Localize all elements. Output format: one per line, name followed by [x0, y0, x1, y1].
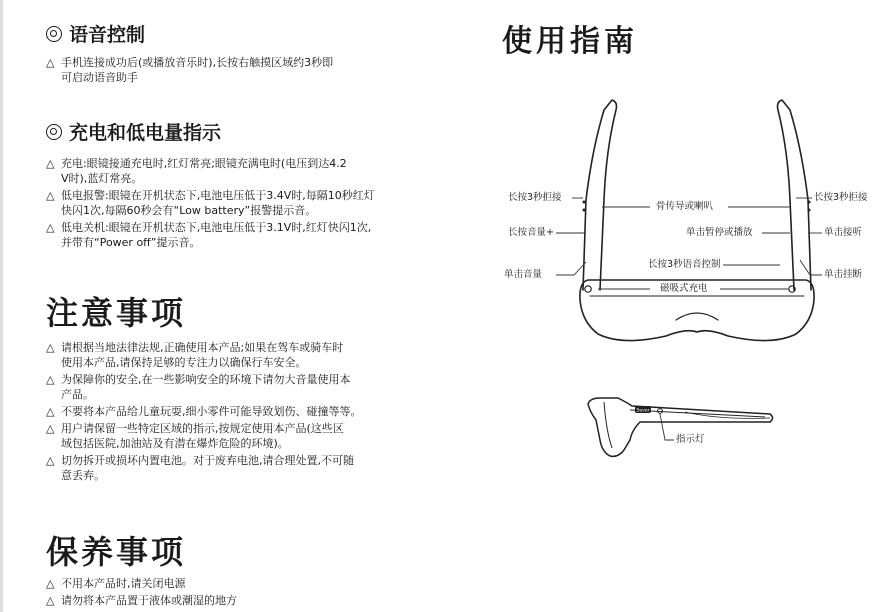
- left-temple: [583, 100, 617, 290]
- label-bone-conduction: 骨传导或喇叭: [656, 201, 714, 212]
- triangle-icon: △: [46, 577, 55, 590]
- item-text: 请根据当地法律法规,正确使用本产品;如果在驾车或骑车时 使用本产品,请保持足够的专注力以确保行车安全。: [61, 341, 344, 369]
- triangle-icon: △: [46, 454, 55, 467]
- label-voice-control: 长按3秒语音控制: [648, 259, 721, 270]
- triangle-icon: △: [46, 373, 55, 386]
- label-pause-play: 单击暂停或播放: [686, 227, 753, 238]
- heading-text: 充电和低电量指示: [69, 122, 222, 144]
- nose-bridge: [676, 313, 718, 320]
- label-magnetic-charge: 磁吸式充电: [660, 283, 708, 294]
- triangle-icon: △: [46, 221, 55, 234]
- item-text: 切勿拆开或损坏内置电池。对于废弃电池,请合理处置,不可随 意丢弃。: [61, 454, 354, 482]
- label-left-vol-down: 单击音量: [504, 269, 543, 280]
- item-text: 充电:眼镜接通充电时,红灯常亮;眼镜充满电时(电压到达4.2 V时),蓝灯常亮。: [61, 157, 347, 185]
- item-text: 用户请保留一些特定区域的指示,按规定使用本产品(这些区 域包括医院,加油站及有潜在爆炸危险的环境)。: [61, 422, 344, 450]
- label-indicator: 指示灯: [676, 434, 705, 445]
- section-heading-care: 保养事项: [46, 533, 187, 571]
- triangle-icon: △: [46, 157, 55, 170]
- label-right-long-reject: 长按3秒拒接: [814, 192, 868, 203]
- label-right-answer: 单击接听: [824, 227, 863, 238]
- triangle-icon: △: [46, 56, 55, 69]
- triangle-icon: △: [46, 422, 55, 435]
- label-left-vol-up: 长按音量+: [508, 227, 554, 238]
- item-text: 低电报警:眼镜在开机状态下,电池电压低于3.4V时,每隔10秒红灯 快闪1次,每隔60秒会有“Low battery”报警提示音。: [61, 189, 375, 217]
- item-text: 不用本产品时,请关闭电源: [61, 577, 186, 590]
- guide-title: 使用指南: [502, 24, 638, 59]
- triangle-icon: △: [46, 594, 55, 607]
- item-text: 请勿将本产品置于液体或潮湿的地方: [61, 594, 237, 607]
- section-heading-notes: 注意事项: [46, 294, 187, 332]
- side-view-frame: [588, 398, 773, 456]
- item-text: 低电关机:眼镜在开机状态下,电池电压低于3.1V时,红灯快闪1次, 并带有“Power off”提示音。: [61, 221, 372, 249]
- triangle-icon: △: [46, 189, 55, 202]
- right-temple: [778, 100, 812, 290]
- triangle-icon: △: [46, 405, 55, 418]
- label-left-long-reject: 长按3秒拒接: [508, 192, 562, 203]
- label-right-hangup: 单击挂断: [824, 269, 863, 280]
- triangle-icon: △: [46, 341, 55, 354]
- left-charge-port: [585, 286, 591, 292]
- item-text: 不要将本产品给儿童玩耍,细小零件可能导致划伤、碰撞等等。: [61, 405, 362, 418]
- item-text: 手机连接成功后(或播放音乐时),长按右触摸区域约3秒即 可启动语音助手: [61, 56, 334, 84]
- heading-text: 语音控制: [69, 24, 146, 46]
- brand-mark: Sever: [636, 408, 650, 414]
- item-text: 为保障你的安全,在一些影响安全的环境下请勿大音量使用本 产品。: [61, 373, 351, 401]
